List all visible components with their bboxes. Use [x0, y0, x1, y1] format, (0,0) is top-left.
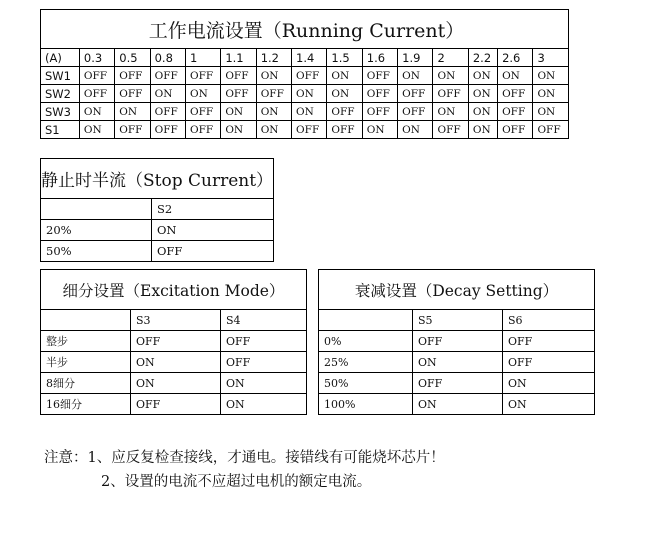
- table-cell: ON: [115, 103, 150, 121]
- table-row: [41, 352, 307, 373]
- row-label: 16细分: [41, 394, 131, 415]
- table-cell: OFF: [221, 67, 256, 85]
- running-current-title: 工作电流设置（Running Current）: [41, 10, 569, 49]
- excitation-header-row: [41, 310, 307, 331]
- row-label: SW3: [41, 103, 80, 121]
- table-cell: OFF: [433, 121, 468, 139]
- table-cell: OFF: [503, 331, 595, 352]
- table-cell: OFF: [115, 121, 150, 139]
- table-cell: ON: [398, 121, 433, 139]
- table-row: [41, 67, 569, 85]
- row-label: 8细分: [41, 373, 131, 394]
- header-cell: [319, 310, 413, 331]
- table-cell: OFF: [131, 394, 221, 415]
- header-cell: 1.4: [292, 49, 327, 67]
- table-cell: OFF: [221, 331, 307, 352]
- table-row: [41, 85, 569, 103]
- header-cell: S3: [131, 310, 221, 331]
- table-cell: OFF: [150, 67, 185, 85]
- table-cell: ON: [79, 121, 114, 139]
- header-cell: 2.6: [498, 49, 533, 67]
- table-cell: OFF: [79, 85, 114, 103]
- table-row: [319, 373, 595, 394]
- table-cell: ON: [433, 67, 468, 85]
- table-cell: OFF: [221, 352, 307, 373]
- table-row: [41, 103, 569, 121]
- table-cell: OFF: [533, 121, 569, 139]
- row-label: 50%: [41, 241, 152, 262]
- table-cell: ON: [221, 121, 256, 139]
- header-cell: 3: [533, 49, 569, 67]
- table-cell: OFF: [413, 373, 503, 394]
- table-cell: OFF: [150, 121, 185, 139]
- table-cell: OFF: [115, 67, 150, 85]
- table-cell: OFF: [362, 67, 397, 85]
- header-cell: S4: [221, 310, 307, 331]
- table-row: [41, 121, 569, 139]
- header-cell: 1.1: [221, 49, 256, 67]
- table-row: [41, 241, 274, 262]
- table-cell: OFF: [292, 121, 327, 139]
- table-cell: OFF: [327, 103, 362, 121]
- table-cell: ON: [413, 352, 503, 373]
- header-cell: [41, 310, 131, 331]
- table-cell: OFF: [115, 85, 150, 103]
- table-cell: OFF: [131, 331, 221, 352]
- table-cell: ON: [533, 85, 569, 103]
- table-cell: ON: [362, 121, 397, 139]
- table-cell: OFF: [362, 85, 397, 103]
- table-cell: ON: [256, 103, 291, 121]
- row-label: 整步: [41, 331, 131, 352]
- header-cell: 2: [433, 49, 468, 67]
- table-cell: ON: [433, 103, 468, 121]
- table-cell: ON: [292, 85, 327, 103]
- table-cell: OFF: [498, 103, 533, 121]
- decay-setting-table: [318, 269, 595, 415]
- table-row: [41, 331, 307, 352]
- table-cell: ON: [79, 103, 114, 121]
- header-cell: 1: [185, 49, 220, 67]
- header-cell: 2.2: [468, 49, 497, 67]
- table-cell: ON: [398, 67, 433, 85]
- table-cell: ON: [498, 67, 533, 85]
- table-cell: ON: [468, 121, 497, 139]
- table-cell: ON: [131, 352, 221, 373]
- row-label: SW1: [41, 67, 80, 85]
- excitation-mode-table: [40, 269, 307, 415]
- row-label: 20%: [41, 220, 152, 241]
- header-cell: S5: [413, 310, 503, 331]
- table-cell: ON: [327, 85, 362, 103]
- row-label: 25%: [319, 352, 413, 373]
- table-cell: OFF: [185, 67, 220, 85]
- table-cell: OFF: [398, 85, 433, 103]
- table-cell: OFF: [498, 121, 533, 139]
- row-label: SW2: [41, 85, 80, 103]
- table-cell: OFF: [292, 67, 327, 85]
- stop-current-title: 静止时半流（Stop Current）: [41, 159, 274, 199]
- stop-current-header-row: [41, 199, 274, 220]
- stop-current-table: [40, 158, 274, 262]
- table-cell: OFF: [413, 331, 503, 352]
- header-cell: S6: [503, 310, 595, 331]
- table-cell: ON: [503, 373, 595, 394]
- running-current-table: [40, 9, 569, 139]
- table-cell: ON: [256, 121, 291, 139]
- header-cell: 1.6: [362, 49, 397, 67]
- table-cell: OFF: [221, 85, 256, 103]
- table-cell: ON: [292, 103, 327, 121]
- running-current-header-row: [41, 49, 569, 67]
- header-cell: [41, 199, 152, 220]
- row-label: S1: [41, 121, 80, 139]
- table-cell: OFF: [362, 103, 397, 121]
- header-cell: 0.3: [79, 49, 114, 67]
- row-label: 100%: [319, 394, 413, 415]
- decay-setting-title: 衰减设置（Decay Setting）: [319, 270, 595, 310]
- table-cell: OFF: [498, 85, 533, 103]
- table-cell: ON: [150, 85, 185, 103]
- note-line-2: 2、设置的电流不应超过电机的额定电流。: [101, 474, 372, 490]
- table-cell: OFF: [150, 103, 185, 121]
- table-cell: ON: [468, 85, 497, 103]
- row-label: 50%: [319, 373, 413, 394]
- table-cell: ON: [185, 85, 220, 103]
- table-cell: OFF: [503, 352, 595, 373]
- table-cell: ON: [533, 67, 569, 85]
- header-cell: (A): [41, 49, 80, 67]
- table-cell: ON: [413, 394, 503, 415]
- table-cell: OFF: [398, 103, 433, 121]
- table-row: [319, 394, 595, 415]
- table-cell: ON: [256, 67, 291, 85]
- table-cell: OFF: [256, 85, 291, 103]
- table-cell: ON: [221, 103, 256, 121]
- table-row: [41, 394, 307, 415]
- table-cell: ON: [221, 373, 307, 394]
- table-cell: OFF: [185, 103, 220, 121]
- table-cell: ON: [221, 394, 307, 415]
- table-cell: ON: [468, 103, 497, 121]
- table-cell: OFF: [185, 121, 220, 139]
- table-cell: ON: [152, 220, 274, 241]
- table-row: [41, 373, 307, 394]
- note-line-1: 注意：1、应反复检查接线，才通电。接错线有可能烧坏芯片！: [44, 450, 445, 466]
- header-cell: 0.5: [115, 49, 150, 67]
- table-row: [319, 352, 595, 373]
- table-cell: OFF: [79, 67, 114, 85]
- table-cell: ON: [468, 67, 497, 85]
- row-label: 0%: [319, 331, 413, 352]
- table-cell: OFF: [327, 121, 362, 139]
- table-cell: ON: [131, 373, 221, 394]
- header-cell: S2: [152, 199, 274, 220]
- header-cell: 0.8: [150, 49, 185, 67]
- table-cell: ON: [503, 394, 595, 415]
- header-cell: 1.5: [327, 49, 362, 67]
- table-cell: OFF: [433, 85, 468, 103]
- row-label: 半步: [41, 352, 131, 373]
- table-row: [319, 331, 595, 352]
- excitation-mode-title: 细分设置（Excitation Mode）: [41, 270, 307, 310]
- table-cell: OFF: [152, 241, 274, 262]
- header-cell: 1.2: [256, 49, 291, 67]
- table-row: [41, 220, 274, 241]
- decay-header-row: [319, 310, 595, 331]
- table-cell: ON: [327, 67, 362, 85]
- header-cell: 1.9: [398, 49, 433, 67]
- table-cell: ON: [533, 103, 569, 121]
